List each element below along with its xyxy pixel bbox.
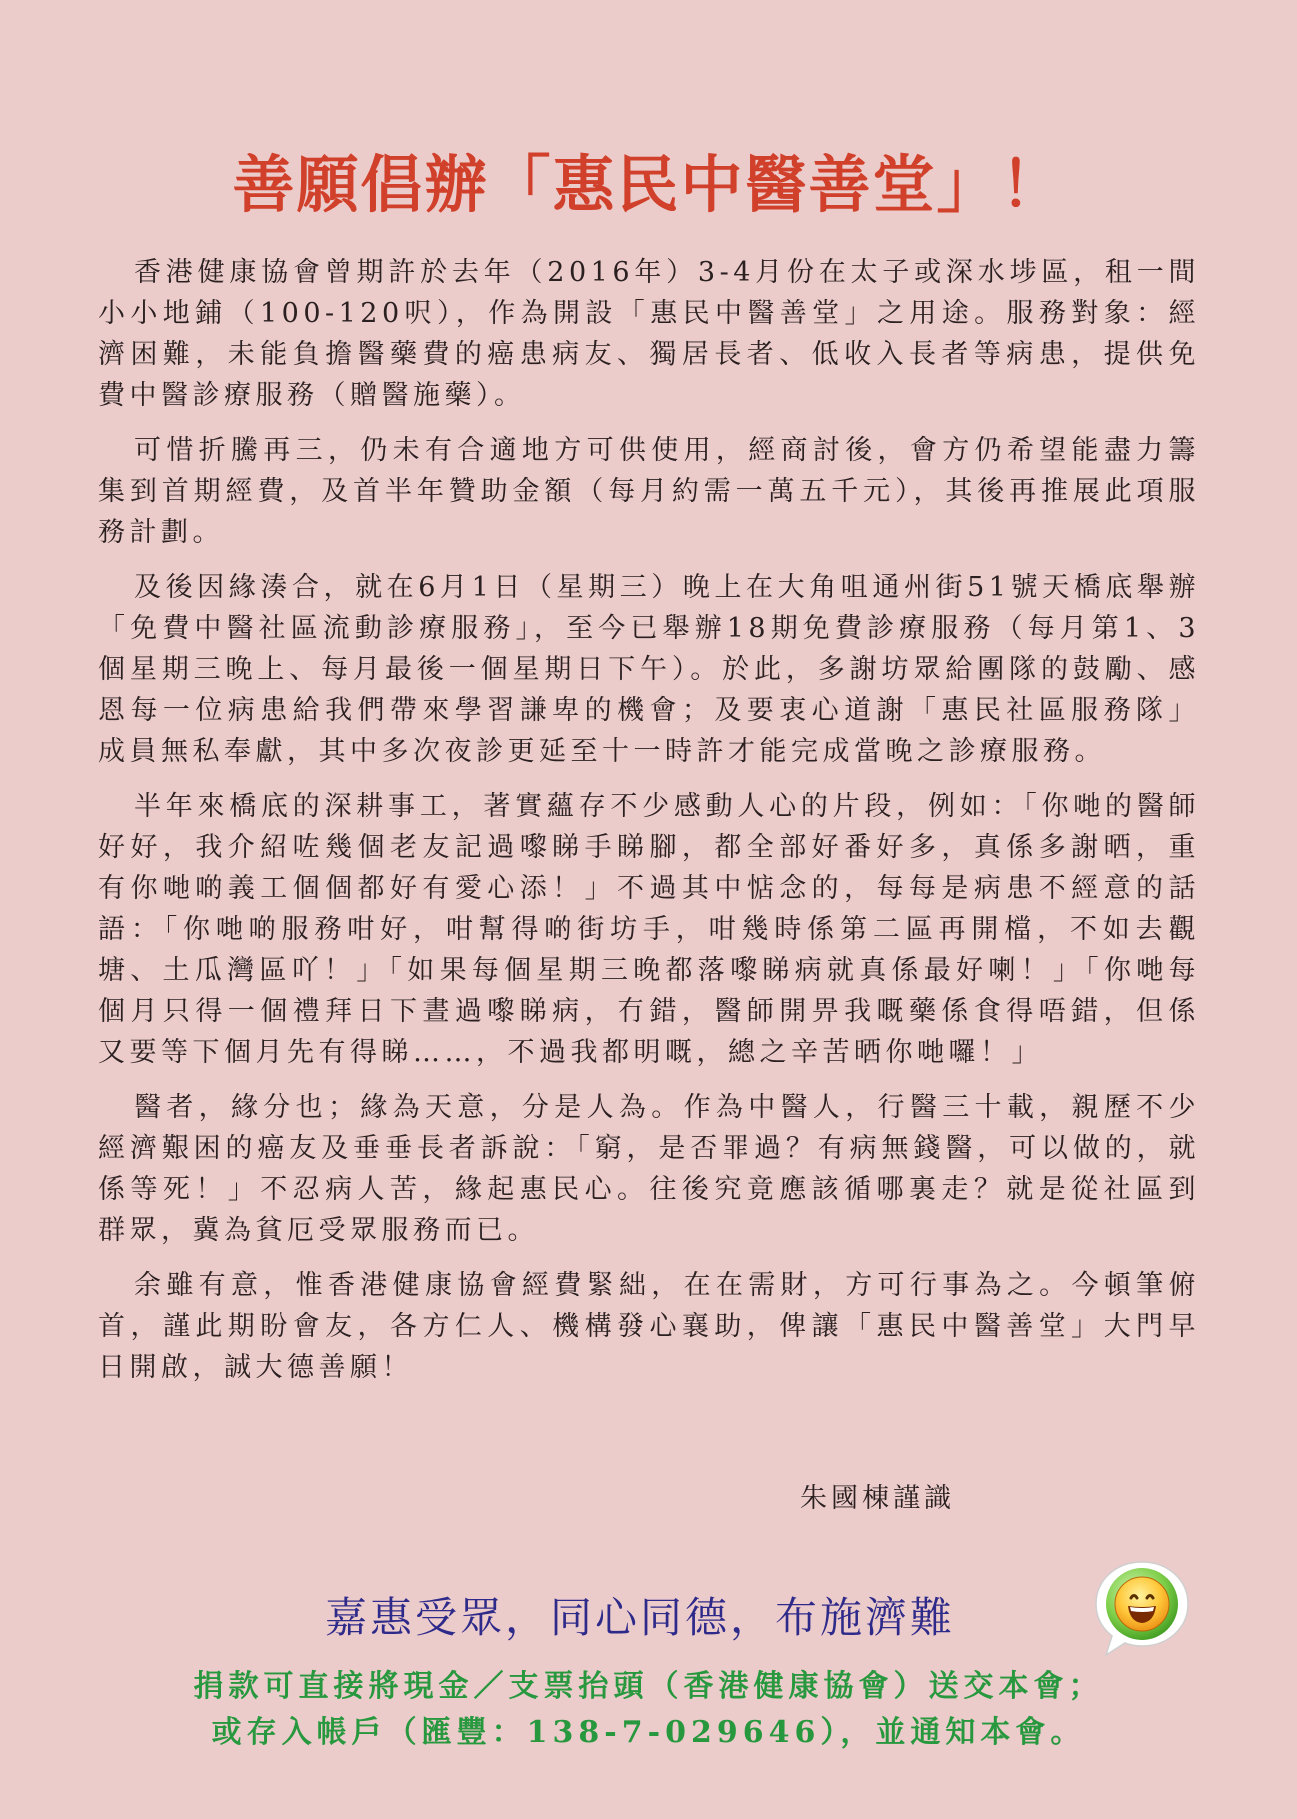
paragraph-3: 及後因緣湊合，就在6月1日（星期三）晚上在大角咀通州街51號天橋底舉辦「免費中醫社區流動診療服務」，至今已舉辦18期免費診療服務（每月第1、3個星期三晚上、每月最後一個星期日下午）。於此，多謝坊眾給團隊的鼓勵、感恩每一位病患給我們帶來學習謙卑的機會；及要衷心道謝「惠民社區服務隊」成員無私奉獻，其中多次夜診更延至十一時許才能完成當晚之診療服務。 bbox=[98, 572, 1200, 767]
donation-info bbox=[0, 1664, 1297, 1756]
paragraph-1: 香港健康協會曾期許於去年（2016年）3-4月份在太子或深水埗區，租一間小小地鋪（100-120呎），作為開設「惠民中醫善堂」之用途。服務對象：經濟困難，未能負擔醫藥費的癌患病友、獨居長者、低收入長者等病患，提供免費中醫診療服務（贈醫施藥）。 bbox=[98, 257, 1200, 411]
paragraph-6: 余雖有意，惟香港健康協會經費緊絀，在在需財，方可行事為之。今頓筆俯首，謹此期盼會友，各方仁人、機構發心襄助，俾讓「惠民中醫善堂」大門早日開啟，誠大德善願！ bbox=[98, 1270, 1200, 1383]
letter-body bbox=[98, 252, 1200, 1402]
slogan: 嘉惠受眾，同心同德，布施濟難 bbox=[324, 1593, 955, 1642]
signature: 朱國棟謹識 bbox=[800, 1483, 955, 1514]
page-title: 善願倡辦「惠民中醫善堂」！ bbox=[232, 148, 1065, 221]
grinning-face-speech-bubble-icon bbox=[1092, 1558, 1192, 1658]
donation-line-1: 捐款可直接將現金／支票抬頭（香港健康協會）送交本會； bbox=[193, 1669, 1104, 1704]
donation-line-2: 或存入帳戶（匯豐：138-7-029646），並通知本會。 bbox=[211, 1715, 1086, 1750]
paragraph-4: 半年來橋底的深耕事工，著實蘊存不少感動人心的片段，例如：「你哋的醫師好好，我介紹咗幾個老友記過嚟睇手睇腳，都全部好番好多，真係多謝晒，重有你哋啲義工個個都好有愛心添！」不過其中惦念的，每每是病患不經意的話語：「你哋啲服務咁好，咁幫得啲街坊手，咁幾時係第二區再開檔，不如去觀塘、土瓜灣區吖！」「如果每個星期三晚都落嚟睇病就真係最好喇！」「你哋每個月只得一個禮拜日下晝過嚟睇病，冇錯，醫師開畀我嘅藥係食得唔錯，但係又要等下個月先有得睇……，不過我都明嘅，總之辛苦晒你哋囉！」 bbox=[98, 791, 1200, 1068]
paragraph-5: 醫者，緣分也；緣為天意，分是人為。作為中醫人，行醫三十載，親歷不少經濟艱困的癌友及垂垂長者訴說：「窮，是否罪過？有病無錢醫，可以做的，就係等死！」不忍病人苦，緣起惠民心。往後究竟應該循哪裏走？就是從社區到群眾，冀為貧厄受眾服務而已。 bbox=[98, 1092, 1200, 1246]
paragraph-2: 可惜折騰再三，仍未有合適地方可供使用，經商討後，會方仍希望能盡力籌集到首期經費，及首半年贊助金額（每月約需一萬五千元），其後再推展此項服務計劃。 bbox=[98, 435, 1200, 548]
